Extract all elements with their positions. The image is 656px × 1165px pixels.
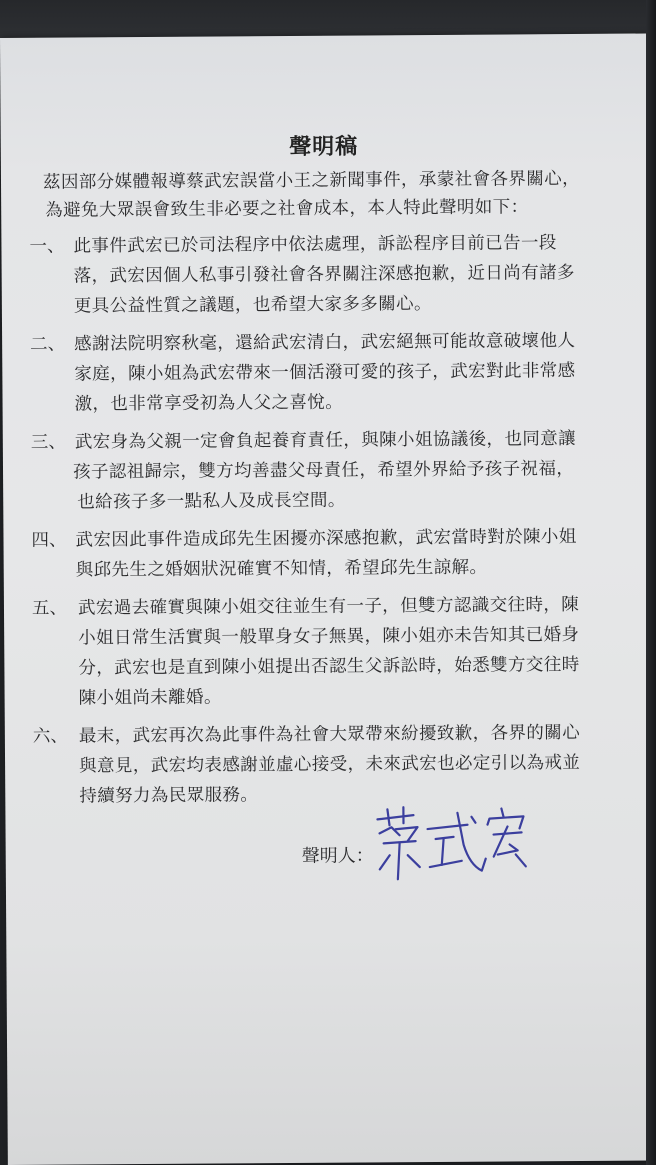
- signature-label: 聲明人：: [301, 845, 374, 867]
- handwritten-signature: [369, 804, 530, 885]
- item-5-line-4: 陳小姐尚未離婚。: [78, 687, 222, 709]
- item-1-line-3: 更具公益性質之議題，也希望大家多多關心。: [73, 293, 432, 317]
- item-2-line-2: 家庭，陳小姐為武宏帶來一個活潑可愛的孩子，武宏對此非常感: [74, 360, 576, 385]
- item-1-line-2: 落，武宏因個人私事引發社會各界關注深感抱歉，近日尚有諸多: [73, 262, 575, 287]
- dark-background-edge: [646, 0, 656, 1165]
- item-1-line-1: 此事件武宏已於司法程序中依法處理，訴訟程序目前已告一段: [73, 233, 557, 257]
- item-4-line-1: 武宏因此事件造成邱先生困擾亦深感抱歉，武宏當時對於陳小姐: [75, 526, 577, 551]
- document-body: [0, 33, 654, 1164]
- item-5-line-2: 小姐日常生活實與一般單身女子無異，陳小姐亦未告知其已婚身: [78, 624, 580, 649]
- item-5-line-3: 分，武宏也是直到陳小姐提出否認生父訴訟時，始悉雙方交往時: [78, 654, 580, 679]
- intro-line-1: 茲因部分媒體報導蔡武宏誤當小王之新聞事件，承蒙社會各界關心，: [42, 168, 581, 193]
- item-2-line-1: 感謝法院明察秋毫，還給武宏清白，武宏絕無可能故意破壞他人: [74, 330, 576, 355]
- document-sheet: [0, 33, 654, 1164]
- item-3-line-3: 也給孩子多一點私人及成長空間。: [77, 490, 346, 513]
- item-6-line-1: 最末，武宏再次為此事件為社會大眾帶來紛擾致歉，各界的關心: [78, 722, 581, 747]
- item-6-line-2: 與意見，武宏均表感謝並虛心接受，未來武宏也必定引以為戒並: [79, 752, 581, 777]
- item-3-line-2: 孩子認祖歸宗，雙方均善盡父母責任，希望外界給予孩子祝福，: [72, 459, 575, 483]
- item-2-marker: 二、: [30, 334, 66, 355]
- document-title: 聲明稿: [289, 133, 359, 160]
- item-6-marker: 六、: [32, 726, 68, 747]
- item-4-line-2: 與邱先生之婚姻狀況確實不知情，希望邱先生諒解。: [75, 557, 488, 581]
- item-2-line-3: 激，也非常享受初為人父之喜悅。: [74, 392, 344, 415]
- item-5-line-1: 武宏過去確實與陳小姐交往並生有一子，但雙方認識交往時，陳: [77, 594, 580, 619]
- item-3-line-1: 武宏身為父親一定會負起養育責任，與陳小姐協議後，也同意讓: [74, 428, 577, 453]
- item-6-line-3: 持續努力為民眾服務。: [79, 785, 259, 807]
- item-4-marker: 四、: [31, 530, 67, 551]
- item-3-marker: 三、: [30, 432, 66, 453]
- item-5-marker: 五、: [31, 598, 68, 619]
- intro-line-2: 為避免大眾誤會致生非必要之社會成本，本人特此聲明如下：: [45, 197, 529, 221]
- item-1-marker: 一、: [29, 236, 65, 257]
